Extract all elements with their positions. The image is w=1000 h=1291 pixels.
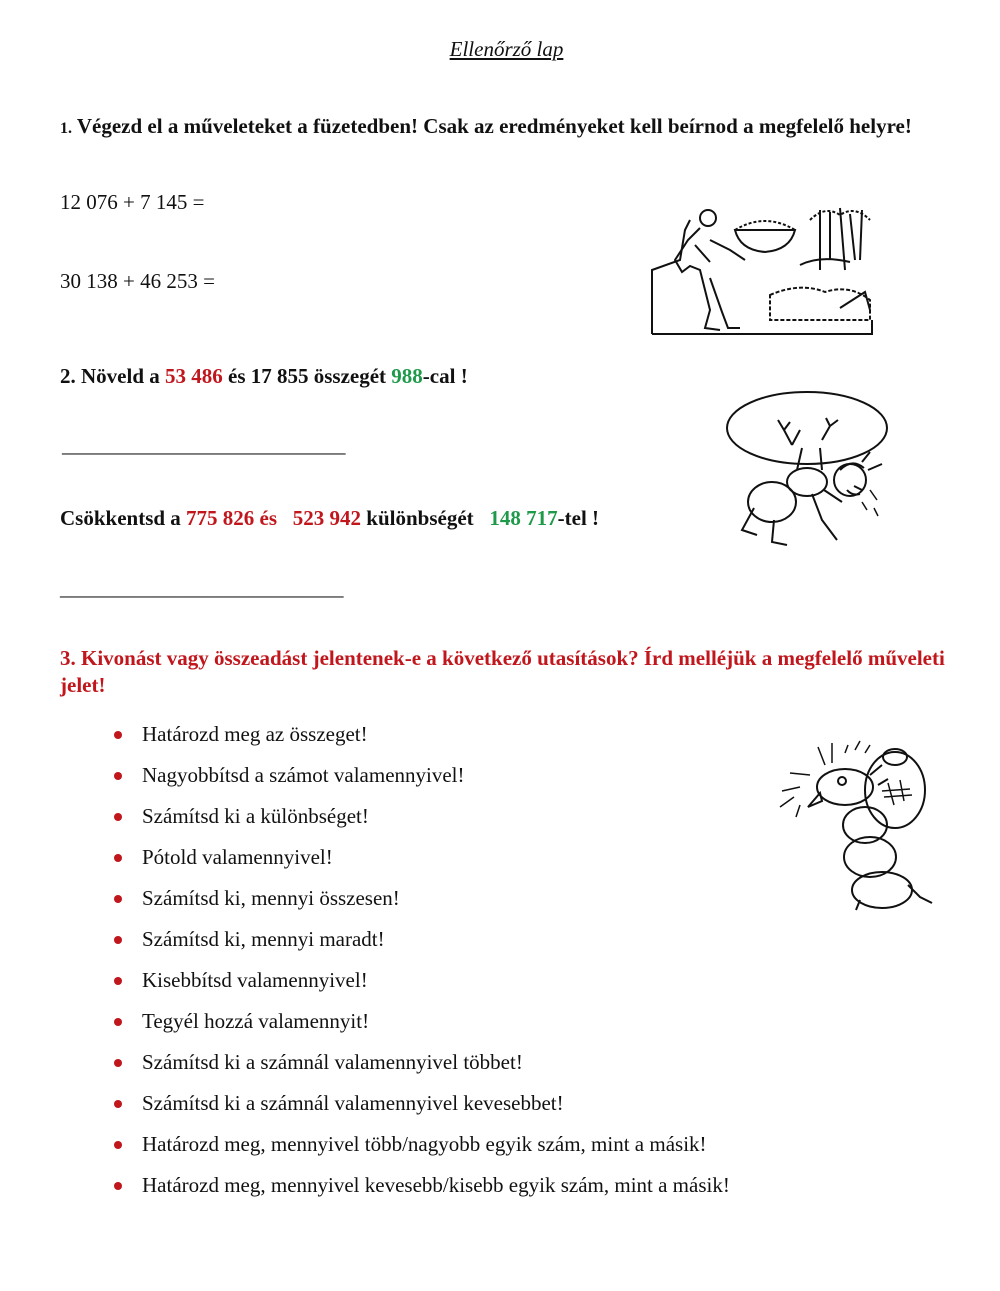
bullet-dot xyxy=(114,731,122,739)
list-item xyxy=(112,1009,730,1050)
list-item xyxy=(112,927,730,968)
list-item xyxy=(112,804,730,845)
bullet-dot xyxy=(114,1182,122,1190)
gardener-illustration xyxy=(650,200,875,338)
list-item-text: Tegyél hozzá valamennyit! xyxy=(142,1009,370,1033)
task2-text: -cal ! xyxy=(422,364,468,388)
ant-carrying-sack-illustration xyxy=(770,735,945,915)
list-item-text: Számítsd ki a számnál valamennyivel kevesebbet! xyxy=(142,1091,564,1115)
task1-number: 1. xyxy=(60,120,72,137)
bullet-dot xyxy=(114,1059,122,1067)
task2-text: 2. Növeld a xyxy=(60,364,165,388)
list-item-text: Számítsd ki, mennyi maradt! xyxy=(142,927,385,951)
list-item xyxy=(112,722,730,763)
list-item-text: Számítsd ki a számnál valamennyivel többet! xyxy=(142,1050,523,1074)
list-item xyxy=(112,1091,730,1132)
bullet-dot xyxy=(114,936,122,944)
task2-number-988: 988 xyxy=(391,364,423,388)
task1-operation-1: 12 076 + 7 145 = xyxy=(60,190,205,214)
task2-number-523942: 523 942 xyxy=(292,506,362,530)
list-item-text: Számítsd ki, mennyi összesen! xyxy=(142,886,400,910)
task2-text: Csökkentsd a xyxy=(60,506,187,530)
task3-list xyxy=(112,722,730,1214)
bullet-dot xyxy=(114,1018,122,1026)
list-item-text: Határozd meg az összeget! xyxy=(142,722,368,746)
bullet-dot xyxy=(114,854,122,862)
bullet-dot xyxy=(114,977,122,985)
list-item xyxy=(112,845,730,886)
page-title: Ellenőrző lap xyxy=(449,37,564,61)
task2-number-775826: 775 826 és xyxy=(186,506,278,530)
ant-carrying-stone-illustration xyxy=(712,390,892,552)
task2-text: -tel ! xyxy=(557,506,600,530)
bullet-dot xyxy=(114,772,122,780)
list-item-text: Számítsd ki a különbséget! xyxy=(142,804,369,828)
bullet-dot xyxy=(114,1141,122,1149)
task2-number-53486: 53 486 xyxy=(165,364,223,388)
list-item-text: Határozd meg, mennyivel több/nagyobb egyik szám, mint a másik! xyxy=(142,1132,707,1156)
task2-text: és 17 855 összegét xyxy=(222,364,392,388)
list-item xyxy=(112,1132,730,1173)
task2-decrease-instruction xyxy=(60,505,599,532)
list-item-text: Határozd meg, mennyivel kevesebb/kisebb egyik szám, mint a másik! xyxy=(142,1173,730,1197)
task2-increase-instruction xyxy=(60,363,468,390)
bullet-dot xyxy=(114,813,122,821)
task1-text: Végezd el a műveleteket a füzetedben! Csak az eredményeket kell beírnod a megfelelő helyre! xyxy=(76,114,912,138)
task2-text: különbségét xyxy=(361,506,479,530)
task2-number-148717: 148 717 xyxy=(489,506,558,530)
list-item xyxy=(112,1050,730,1091)
bullet-dot xyxy=(114,895,122,903)
task3-instruction: 3. Kivonást vagy összeadást jelentenek-e a következő utasítások? Írd melléjük a megfelelő műveleti jelet! xyxy=(60,646,945,697)
task1-instruction xyxy=(60,113,940,142)
task1-operation-2: 30 138 + 46 253 = xyxy=(60,269,215,293)
list-item xyxy=(112,763,730,804)
list-item xyxy=(112,886,730,927)
list-item-text: Nagyobbítsd a számot valamennyivel! xyxy=(142,763,465,787)
list-item xyxy=(112,968,730,1009)
answer-blank-1[interactable]: ___________________________ xyxy=(62,433,346,457)
list-item xyxy=(112,1173,730,1214)
list-item-text: Pótold valamennyivel! xyxy=(142,845,333,869)
bullet-dot xyxy=(114,1100,122,1108)
answer-blank-2[interactable]: ___________________________ xyxy=(60,576,344,600)
list-item-text: Kisebbítsd valamennyivel! xyxy=(142,968,368,992)
